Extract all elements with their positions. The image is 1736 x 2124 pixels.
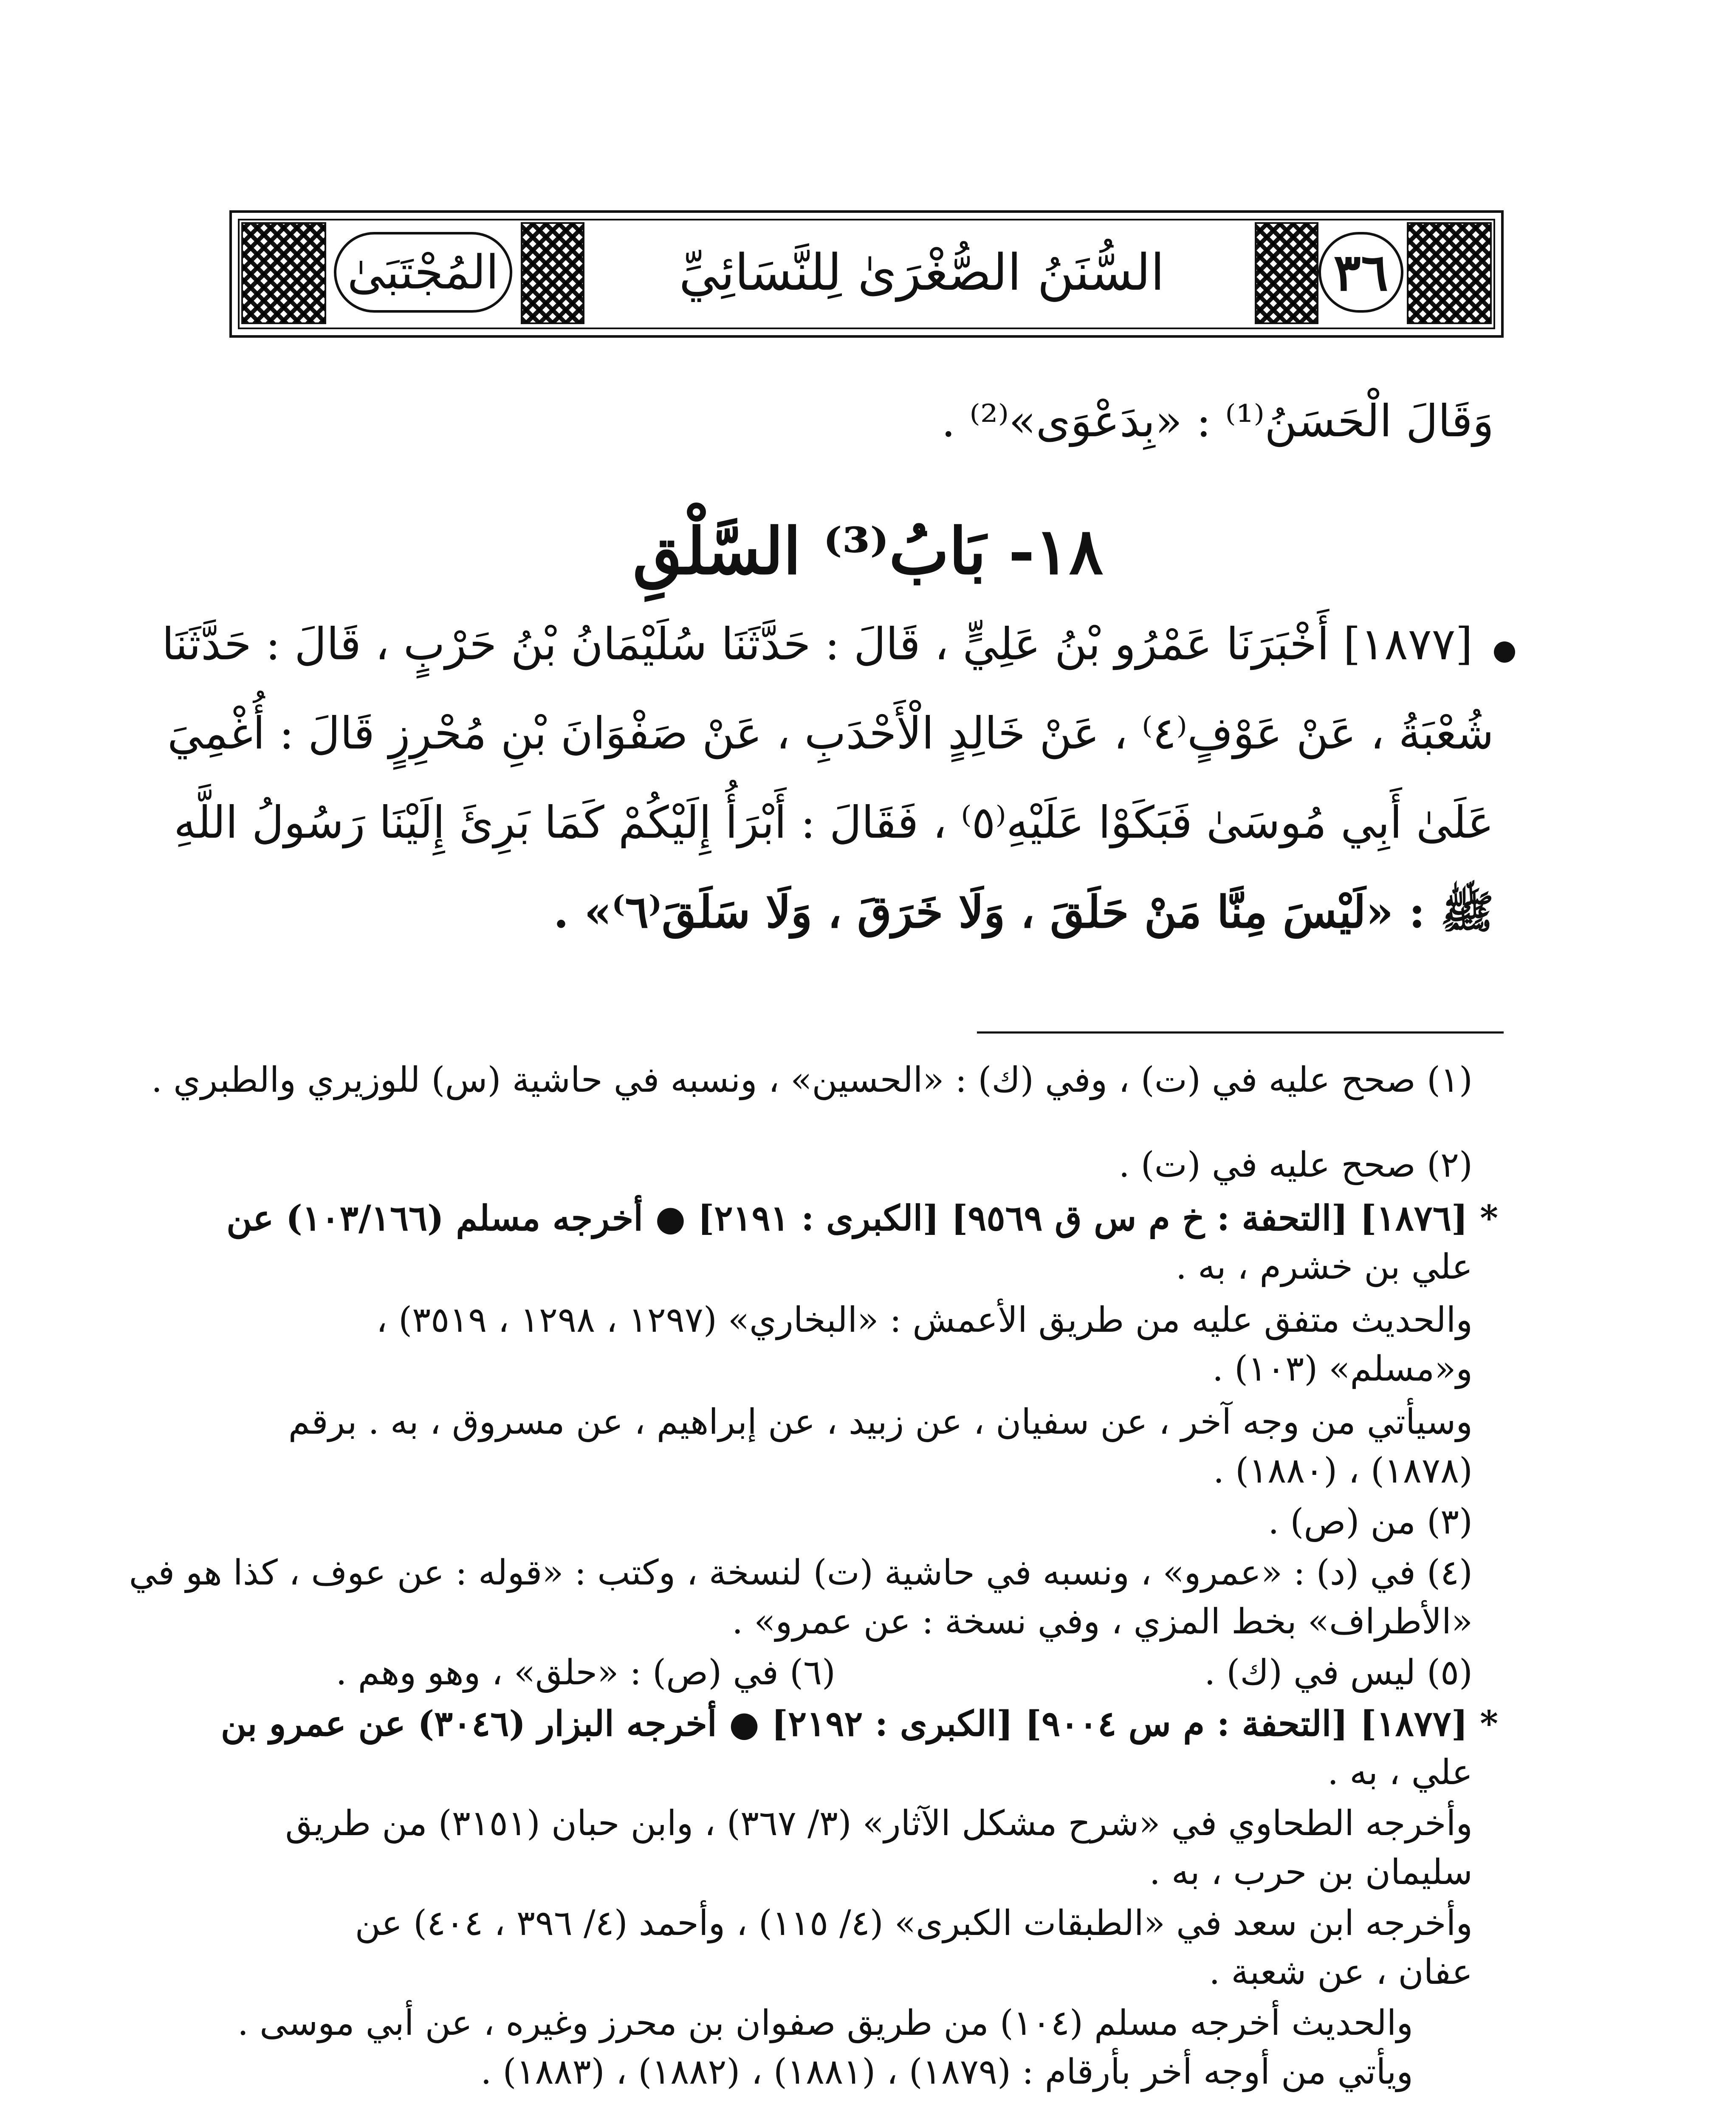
takhrij-note: عفان ، عن شعبة .	[1209, 1952, 1473, 1992]
page-number: ٣٦	[1318, 232, 1403, 313]
ornament-pattern-icon	[1407, 222, 1492, 324]
takhrij-note: * [١٨٧٧] [التحفة : م س ٩٠٠٤] [الكبرى : ٢١٩٢] ● أخرجه البزار (٣٠٤٦) عن عمرو بن	[220, 1703, 1498, 1744]
ornament-pattern-icon	[241, 222, 326, 324]
footnote: «الأطراف» بخط المزي ، وفي نسخة : عن عمرو» .	[732, 1601, 1473, 1642]
footnote: (٥) ليس في (ك) .	[1204, 1652, 1473, 1693]
hadith-line: [١٨٧٧] أَخْبَرَنَا عَمْرُو بْنُ عَلِيٍّ ، قَالَ : حَدَّثَنَا سُلَيْمَانُ بْنُ حَرْبٍ ، قَالَ : حَدَّثَنَا	[162, 618, 1473, 670]
bullet-icon	[1494, 641, 1515, 663]
running-title: السُّنَنُ الصُّغْرَىٰ لِلنَّسَائِيِّ	[679, 243, 1165, 302]
takhrij-note: * [١٨٧٦] [التحفة : خ م س ق ٩٥٦٩] [الكبرى : ٢١٩١] ● أخرجه مسلم (١٠٣/١٦٦) عن	[226, 1198, 1498, 1239]
takhrij-note: سليمان بن حرب ، به .	[1149, 1852, 1473, 1892]
intro-line: وَقَالَ الْحَسَنُ⁽¹⁾ : «بِدَعْوَى»⁽²⁾ .	[941, 395, 1494, 447]
hadith-line: ﷺ : «لَيْسَ مِنَّا مَنْ حَلَقَ ، وَلَا خَرَقَ ، وَلَا سَلَقَ⁽٦⁾» .	[553, 886, 1494, 938]
takhrij-note: ويأتي من أوجه أخر بأرقام : (١٨٧٩) ، (١٨٨١) ، (١٨٨٢) ، (١٨٨٣) .	[480, 2052, 1413, 2092]
ornament-pattern-icon	[1255, 222, 1318, 324]
hadith-line: عَلَىٰ أَبِي مُوسَىٰ فَبَكَوْا عَلَيْهِ⁽٥⁾ ، فَقَالَ : أَبْرَأُ إِلَيْكُمْ كَمَا بَرِئَ إِلَيْنَا رَسُولُ اللَّهِ	[174, 796, 1494, 848]
takhrij-note: والحديث متفق عليه من طريق الأعمش : «البخاري» (١٢٩٧ ، ١٢٩٨ ، ٣٥١٩) ،	[376, 1300, 1473, 1340]
footnote-divider	[977, 1031, 1504, 1034]
takhrij-note: وأخرجه ابن سعد في «الطبقات الكبرى» (٤/ ١١٥) ، وأحمد (٤/ ٣٩٦ ، ٤٠٤) عن	[355, 1903, 1473, 1943]
footnote: (٤) في (د) : «عمرو» ، ونسبه في حاشية (ت) لنسخة ، وكتب : «قوله : عن عوف ، كذا هو في	[129, 1553, 1473, 1593]
footnote: (٦) في (ص) : «حلق» ، وهو وهم .	[336, 1652, 836, 1693]
footnote: (٢) صحح عليه في (ت) .	[1118, 1145, 1473, 1185]
hadith-line: شُعْبَةُ ، عَنْ عَوْفٍ⁽٤⁾ ، عَنْ خَالِدٍ الْأَحْدَبِ ، عَنْ صَفْوَانَ بْنِ مُحْرِزٍ قَالَ : أُغْمِيَ	[167, 707, 1494, 759]
takhrij-note: و«مسلم» (١٠٣) .	[1212, 1349, 1473, 1389]
takhrij-note: (١٨٧٨) ، (١٨٨٠) .	[1213, 1451, 1473, 1491]
footnote: (١) صحح عليه في (ت) ، وفي (ك) : «الحسين» ، ونسبه في حاشية (س) للوزيري والطبري .	[151, 1060, 1473, 1100]
footnote: (٣) من (ص) .	[1268, 1502, 1473, 1542]
takhrij-note: والحديث أخرجه مسلم (١٠٤) من طريق صفوان بن محرز وغيره ، عن أبي موسى .	[237, 2003, 1413, 2043]
page-header	[229, 210, 1504, 338]
takhrij-note: علي ، به .	[1327, 1752, 1473, 1793]
takhrij-note: وأخرجه الطحاوي في «شرح مشكل الآثار» (٣/ ٣٦٧) ، وابن حبان (٣١٥١) من طريق	[285, 1803, 1473, 1844]
ornament-pattern-icon	[521, 222, 584, 324]
chapter-title: ١٨- بَابُ⁽³⁾ السَّلْقِ	[632, 514, 1104, 589]
book-short-title: المُجْتَبَىٰ	[334, 232, 512, 313]
takhrij-note: وسيأتي من وجه آخر ، عن سفيان ، عن زبيد ، عن إبراهيم ، عن مسروق ، به . برقم	[288, 1402, 1473, 1442]
takhrij-note: علي بن خشرم ، به .	[1175, 1247, 1473, 1287]
